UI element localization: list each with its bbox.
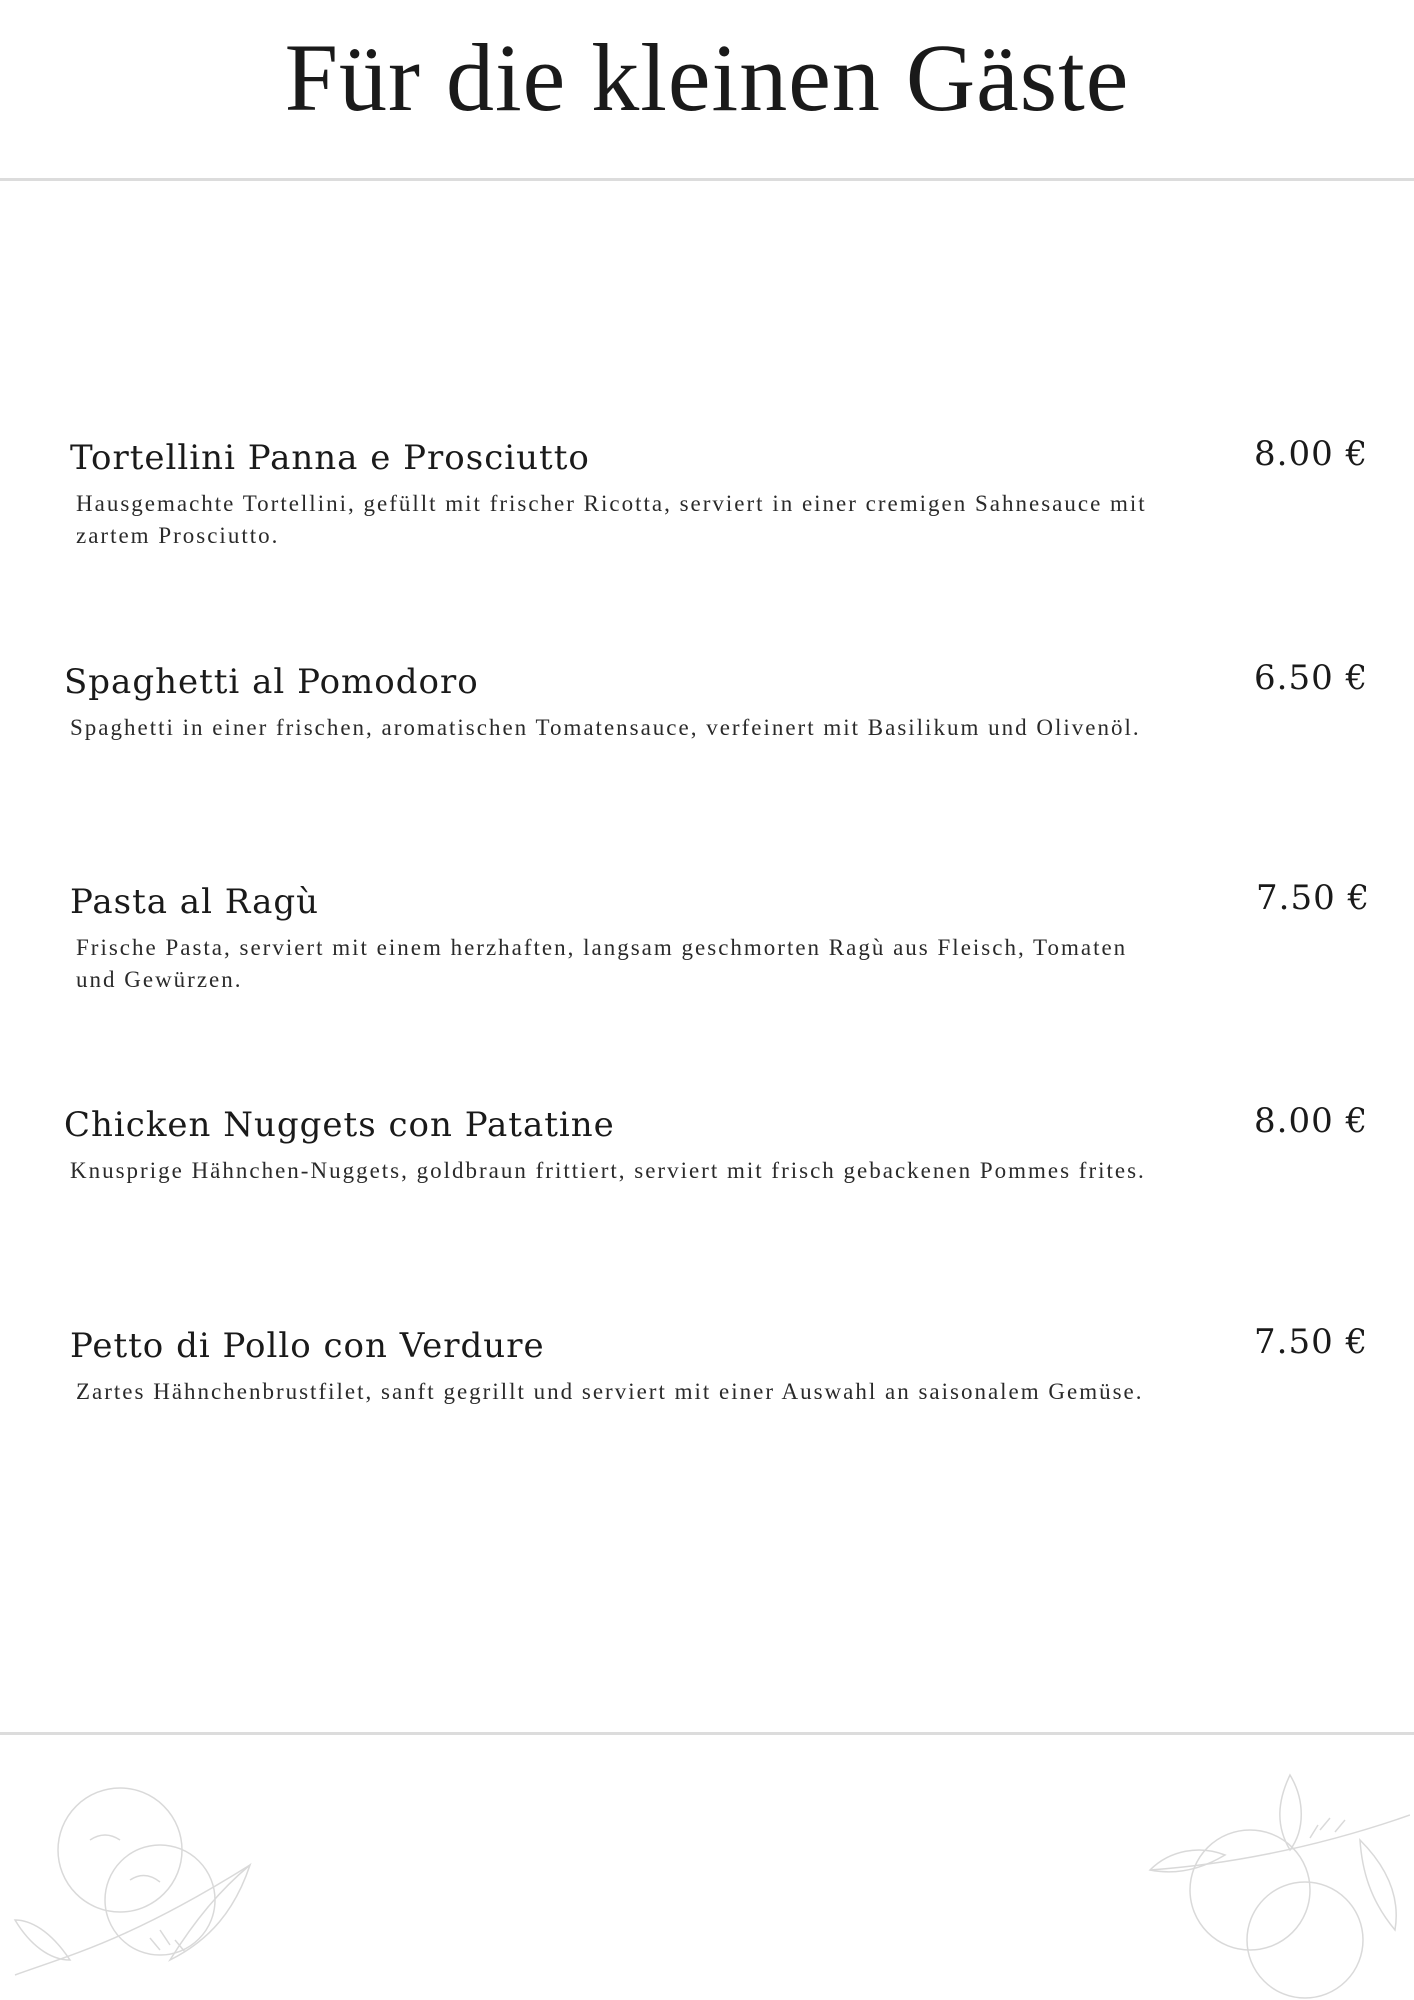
menu-item-name: Tortellini Panna e Prosciutto <box>70 438 590 478</box>
menu-item-name: Pasta al Ragù <box>70 882 320 922</box>
lemon-branch-icon <box>10 1770 270 1990</box>
menu-item-price: 7.50 € <box>1256 878 1371 918</box>
menu-item-price: 8.00 € <box>1254 1101 1369 1141</box>
page-title: Für die kleinen Gäste <box>284 24 1130 131</box>
top-divider <box>0 178 1414 181</box>
menu-item-description: Zartes Hähnchenbrustfilet, sanft gegrillt und serviert mit einer Auswahl an saisonalem Gemüse. <box>76 1379 1144 1404</box>
bottom-divider <box>0 1732 1414 1735</box>
lemon-branch-icon <box>1140 1770 1410 2000</box>
menu-item-description: Knusprige Hähnchen-Nuggets, goldbraun frittiert, serviert mit frisch gebackenen Pommes frites. <box>70 1158 1146 1183</box>
menu-item-name: Spaghetti al Pomodoro <box>64 662 479 702</box>
menu-item-price: 6.50 € <box>1254 658 1369 698</box>
menu-item-description: Spaghetti in einer frischen, aromatischen Tomatensauce, verfeinert mit Basilikum und Olivenöl. <box>70 715 1141 740</box>
menu-item-price: 7.50 € <box>1254 1322 1369 1362</box>
menu-item-price: 8.00 € <box>1254 434 1369 474</box>
menu-item-description: Hausgemachte Tortellini, gefüllt mit frischer Ricotta, serviert in einer cremigen Sahnesauce mit zartem Prosciutto. <box>76 491 1147 548</box>
menu-item-name: Chicken Nuggets con Patatine <box>64 1105 615 1145</box>
menu-item-description: Frische Pasta, serviert mit einem herzhaften, langsam geschmorten Ragù aus Fleisch, Tomaten und Gewürzen. <box>76 935 1128 992</box>
menu-item-name: Petto di Pollo con Verdure <box>70 1326 545 1366</box>
